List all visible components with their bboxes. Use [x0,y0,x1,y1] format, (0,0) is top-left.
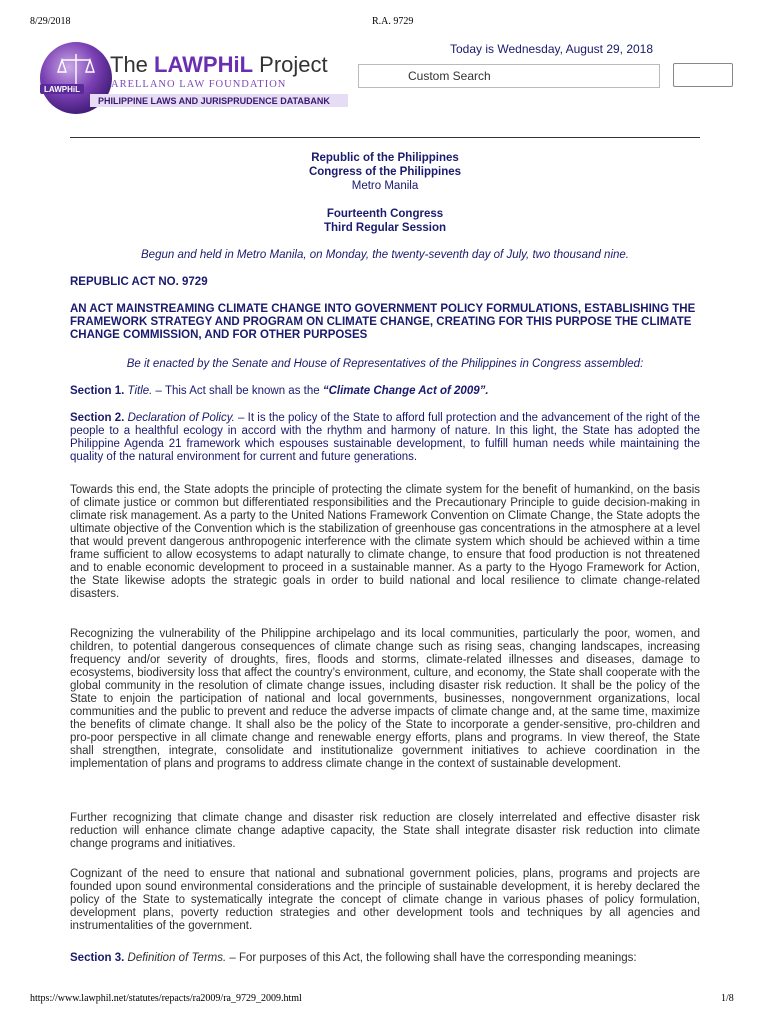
session-line: Third Regular Session [323,222,447,234]
search-input[interactable]: Custom Search [358,64,660,88]
logo-title: The LAWPHiL Project [110,52,328,77]
today-date: Today is Wednesday, August 29, 2018 [450,42,654,56]
print-url[interactable]: https://www.lawphil.net/statutes/repacts/ra2009/ra_9729_2009.html [30,993,302,1004]
print-page-number: 1/8 [721,993,734,1004]
section-2-text: – It is the policy of the State to afford full protection and the advancement of the right of the people to a healthful ecology in accord with the rhythm and harmony of nature. In this light, the State has adopted the Philippine Agenda 21 framework which espouses sustainable development, to fulfill human needs while maintaining the quality of the natural environment for current and future generations. [70,412,700,463]
congress-number: Fourteenth Congress [326,208,444,220]
paragraph-3: Recognizing the vulnerability of the Philippine archipelago and its local communities, particularly the poor, women, and children, to potential dangerous consequences of climate change such as rising seas, changing landscapes, increasing frequency and/or severity of droughts, fires, floods and storms, climate-related illnesses and diseases, damage to ecosystems, biodiversity loss that affect the country’s environment, culture, and economy, the State shall cooperate with the global community in the resolution of climate change issues, including disaster risk reduction. It shall be the policy of the State to enjoin the participation of national and local governments, businesses, nongovernment organizations, local communities and the public to prevent and reduce the adverse impacts of climate change and, at the same time, maximize the benefits of climate change. It shall also be the policy of the State to incorporate a gender-sensitive, pro-children and pro-poor perspective in all climate change and renewable energy efforts, plans and programs. In view thereof, the State shall strengthen, integrate, consolidate and institutionalize government initiatives to achieve coordination in the implementation of plans and programs to address climate change in the context of sustainable development. [70,628,700,770]
section-1-text: – This Act shall be known as the [152,385,323,397]
section-1-heading: Title. [127,385,153,397]
paragraph-4: Further recognizing that climate change and disaster risk reduction are closely interrelated and effective disaster risk reduction will enhance climate change adaptive capacity, the State shall integrate disaster risk reduction into climate change programs and initiatives. [70,812,700,850]
section-2-heading: Declaration of Policy. [127,412,235,424]
act-number: REPUBLIC ACT NO. 9729 [70,276,208,288]
republic-line: Republic of the Philippines [311,152,459,164]
congress-line: Congress of the Philippines [308,166,462,178]
search-button[interactable] [673,63,733,87]
logo-badge-text: LAWPHiL [44,85,80,94]
paragraph-5: Cognizant of the need to ensure that national and subnational government policies, plans, programs and projects are founded upon sound environmental considerations and the principle of sustainable development, it is hereby declared the policy of the State to systematically integrate the concept of climate change in various phases of policy formulation, development plans, poverty reduction strategies and other development tools and techniques by all agencies and instrumentalities of the government. [70,868,700,932]
section-3 [70,952,700,965]
lawphil-logo[interactable] [38,40,358,120]
logo-subtitle: ARELLANO LAW FOUNDATION [111,79,287,90]
section-3-heading: Definition of Terms. [127,952,227,964]
paragraph-2: Towards this end, the State adopts the principle of protecting the climate system for the benefit of humankind, on the basis of climate justice or common but differentiated responsibilities and the Precautionary Principle to guide decision-making in climate risk management. As a party to the United Nations Framework Convention on Climate Change, the State adopts the ultimate objective of the Convention which is the stabilization of greenhouse gas concentrations in the atmosphere at a level that would prevent dangerous anthropogenic interference with the climate system which should be achieved within a time frame sufficient to allow ecosystems to adapt naturally to climate change, to ensure that food production is not threatened and to enable economic development to proceed in a sustainable manner. As a party to the Hyogo Framework for Action, the State likewise adopts the strategic goals in order to build national and local resilience to climate change-related disasters. [70,484,700,600]
section-1-short-title: “Climate Change Act of 2009”. [322,385,489,397]
enacting-clause: Be it enacted by the Senate and House of Representatives of the Philippines in Congress assembled: [126,358,644,370]
section-1 [70,385,700,398]
section-2-label: Section 2. [70,412,125,424]
begun-line: Begun and held in Metro Manila, on Monday, the twenty-seventh day of July, two thousand nine. [141,249,629,261]
act-title: AN ACT MAINSTREAMING CLIMATE CHANGE INTO GOVERNMENT POLICY FORMULATIONS, ESTABLISHING THE FRAMEWORK STRATEGY AND PROGRAM ON CLIMATE CHANGE, CREATING FOR THIS PURPOSE THE CLIMATE CHANGE COMMISSION, AND FOR OTHER PURPOSES [70,303,696,341]
section-3-text: – For purposes of this Act, the following shall have the corresponding meanings: [226,952,637,964]
logo-tagline: PHILIPPINE LAWS AND JURISPRUDENCE DATABANK [98,96,330,106]
section-2 [70,412,700,464]
print-date: 8/29/2018 [30,16,71,27]
city-line: Metro Manila [351,180,419,192]
section-1-label: Section 1. [70,385,125,397]
section-3-label: Section 3. [70,952,125,964]
print-title: R.A. 9729 [372,16,414,27]
header-divider [70,137,700,138]
